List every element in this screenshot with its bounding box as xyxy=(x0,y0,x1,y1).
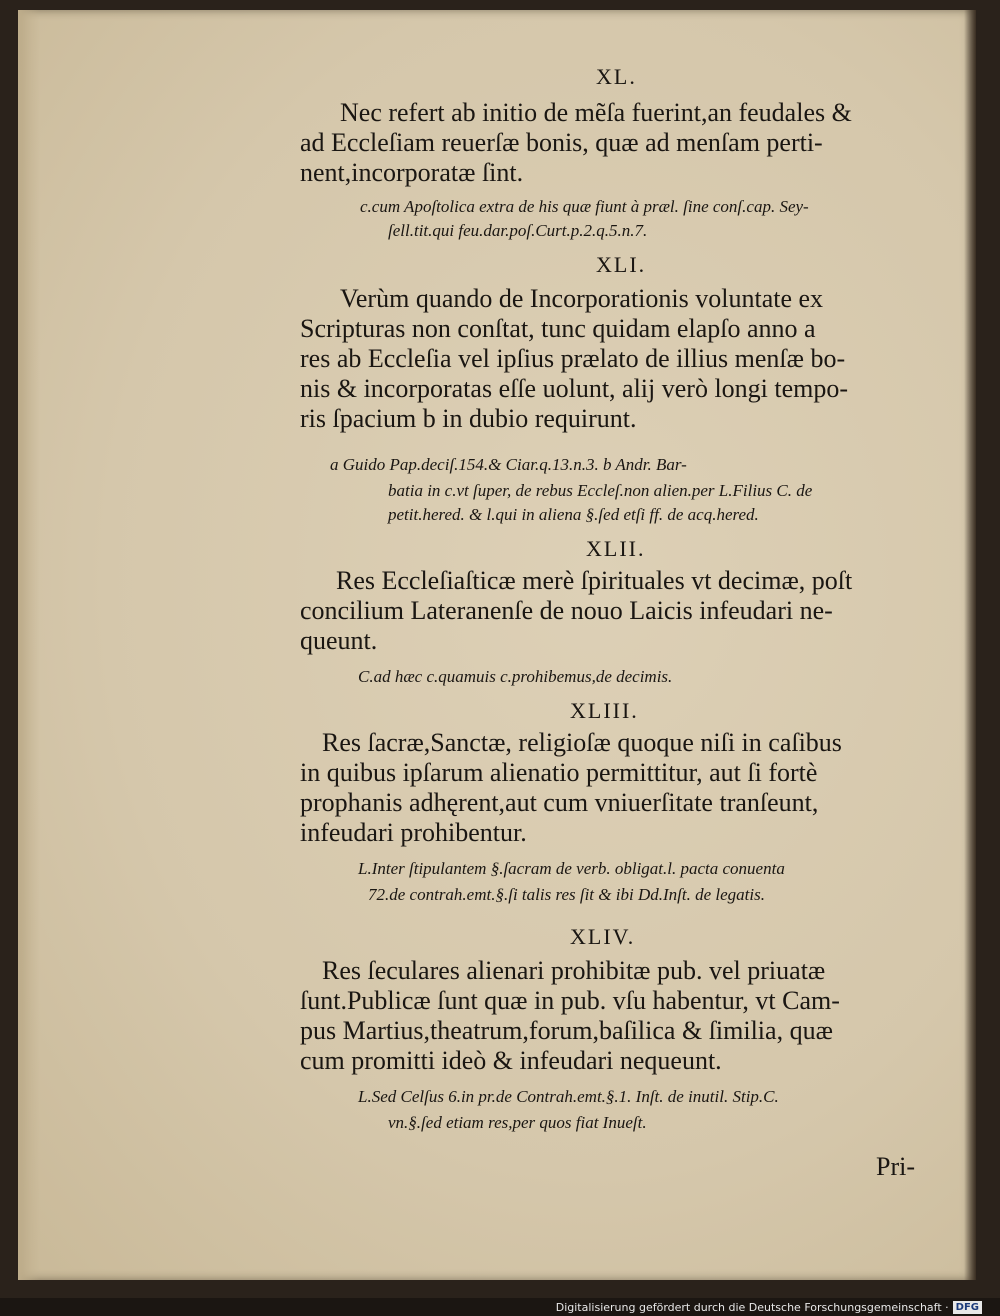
body-line: concilium Lateranenſe de nouo Laicis infeudari ne- xyxy=(300,596,833,625)
body-line: nis & incorporatas eſſe uolunt, alij verò longi tempo- xyxy=(300,374,849,403)
section-heading-xliv: XLIV. xyxy=(570,924,636,949)
body-line: Res ſeculares alienari prohibitæ pub. vel priuatæ xyxy=(322,956,826,985)
section-heading-xli: XLI. xyxy=(596,252,647,277)
body-line: res ab Eccleſia vel ipſius prælato de illius menſæ bo- xyxy=(300,344,846,373)
section-heading-xlii: XLII. xyxy=(586,536,646,561)
body-line: Scripturas non conſtat, tunc quidam elapſo anno a xyxy=(300,314,816,343)
body-line: queunt. xyxy=(300,626,378,655)
footnote-line: a Guido Pap.deciſ.154.& Ciar.q.13.n.3. b Andr. Bar- xyxy=(330,455,687,474)
footnote-line: petit.hered. & l.qui in aliena §.ſed etſi ff. de acq.hered. xyxy=(388,505,759,524)
book-page xyxy=(18,10,976,1280)
body-line: Verùm quando de Incorporationis voluntate ex xyxy=(340,284,824,313)
footnote-line: C.ad hæc c.quamuis c.prohibemus,de decimis. xyxy=(358,667,673,686)
section-heading-xl: XL. xyxy=(596,64,637,89)
body-line: infeudari prohibentur. xyxy=(300,818,527,847)
footnote-line: 72.de contrah.emt.§.ſi talis res ſit & ibi Dd.Inſt. de legatis. xyxy=(368,885,765,904)
body-line: in quibus ipſarum alienatio permittitur, aut ſi fortè xyxy=(300,758,818,787)
body-line: prophanis adhęrent,aut cum vniuerſitate tranſeunt, xyxy=(300,788,819,817)
footnote-line: L.Inter ſtipulantem §.ſacram de verb. obligat.l. pacta conuenta xyxy=(358,859,785,878)
body-line: Res Eccleſiaſticæ merè ſpirituales vt decimæ, poſt xyxy=(336,566,853,595)
digitization-footer xyxy=(556,1300,982,1314)
footnote-line: L.Sed Celſus 6.in pr.de Contrah.emt.§.1. Inſt. de inutil. Stip.C. xyxy=(358,1087,779,1106)
footnote-line: batia in c.vt ſuper, de rebus Eccleſ.non alien.per L.Filius C. de xyxy=(388,481,813,500)
page-text xyxy=(18,10,976,1280)
body-line: cum promitti ideò & infeudari nequeunt. xyxy=(300,1046,722,1075)
body-line: ad Eccleſiam reuerſæ bonis, quæ ad menſam perti- xyxy=(300,128,823,157)
catchword: Pri- xyxy=(876,1152,915,1181)
footnote-line: vn.§.ſed etiam res,per quos fiat Inueſt. xyxy=(388,1113,647,1132)
footnote-line: ſell.tit.qui feu.dar.poſ.Curt.p.2.q.5.n.7. xyxy=(388,221,648,240)
body-line: pus Martius,theatrum,forum,baſilica & ſimilia, quæ xyxy=(300,1016,833,1045)
dfg-logo-icon: DFG xyxy=(953,1301,982,1314)
body-line: ſunt.Publicæ ſunt quæ in pub. vſu habentur, vt Cam- xyxy=(300,986,840,1015)
footer-credit-text: Digitalisierung gefördert durch die Deutsche Forschungsgemeinschaft · xyxy=(555,1300,949,1314)
body-line: Nec refert ab initio de mẽſa fuerint,an feudales & xyxy=(340,98,852,127)
section-heading-xliii: XLIII. xyxy=(570,698,639,723)
footnote-line: c.cum Apoſtolica extra de his quæ fiunt à præl. ſine conſ.cap. Sey- xyxy=(360,197,809,216)
body-line: ris ſpacium b in dubio requirunt. xyxy=(300,404,637,433)
body-line: Res ſacræ,Sanctæ, religioſæ quoque niſi in caſibus xyxy=(322,728,842,757)
body-line: nent,incorporatæ ſint. xyxy=(300,158,524,187)
